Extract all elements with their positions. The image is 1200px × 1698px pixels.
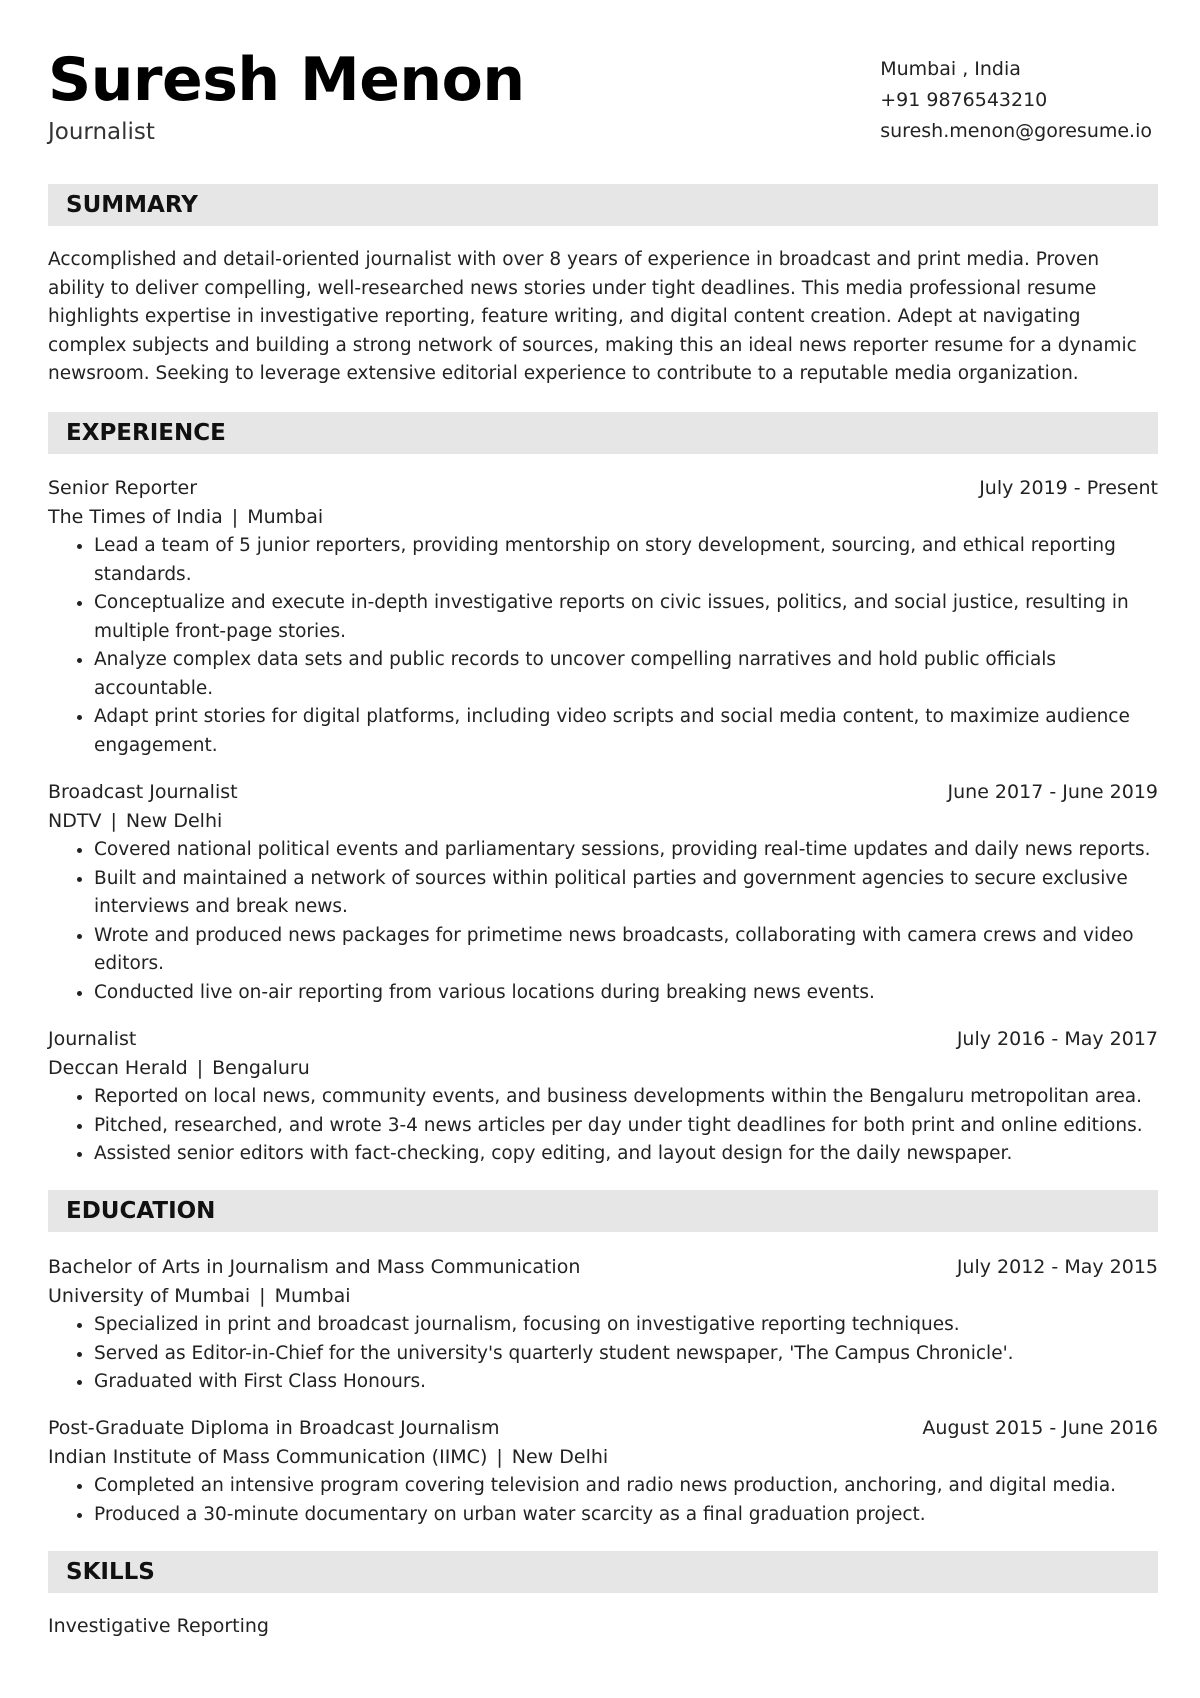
- job-org-line: [48, 503, 323, 532]
- bullet-item: • Specialized in print and broadcast journalism, focusing on investigative reporting techniques.: [94, 1311, 1158, 1340]
- summary-section-title: SUMMARY: [66, 192, 198, 218]
- education-section-title: EDUCATION: [66, 1198, 216, 1224]
- degree-title: Post-Graduate Diploma in Broadcast Journalism: [48, 1417, 500, 1439]
- job-location: Mumbai: [247, 506, 324, 528]
- org-separator: |: [110, 810, 117, 832]
- school-name: Indian Institute of Mass Communication (IIMC): [48, 1446, 488, 1468]
- experience-entry: [48, 1025, 1158, 1169]
- skill-item: Investigative Reporting: [48, 1615, 269, 1637]
- bullet-item: • Served as Editor-in-Chief for the university's quarterly student newspaper, 'The Campus Chronicle'.: [94, 1340, 1158, 1369]
- school-location: Mumbai: [274, 1285, 351, 1307]
- bullet-item: • Graduated with First Class Honours.: [94, 1368, 1158, 1397]
- resume-header: [48, 40, 1152, 150]
- contact-block: [880, 54, 1152, 147]
- job-location: Bengaluru: [212, 1057, 310, 1079]
- job-bullets: [48, 1083, 1158, 1169]
- education-entry: [48, 1414, 1158, 1529]
- contact-phone: +91 9876543210: [880, 89, 1048, 111]
- bullet-item: • Assisted senior editors with fact-checking, copy editing, and layout design for the daily newspaper.: [94, 1140, 1158, 1169]
- job-dates: July 2016 - May 2017: [956, 1028, 1158, 1050]
- job-bullets: [48, 836, 1158, 1007]
- bullet-item: • Conceptualize and execute in-depth investigative reports on civic issues, politics, and social justice, resulting in multiple front-page stories.: [94, 589, 1158, 646]
- school-location: New Delhi: [511, 1446, 609, 1468]
- org-separator: |: [196, 1057, 204, 1079]
- job-org-line: [48, 1054, 310, 1083]
- school-separator: |: [496, 1446, 503, 1468]
- bullet-item: • Adapt print stories for digital platforms, including video scripts and social media content, to maximize audience engagement.: [94, 703, 1158, 760]
- job-location: New Delhi: [125, 810, 223, 832]
- job-title: Broadcast Journalist: [48, 781, 238, 803]
- job-title: Journalist: [48, 1028, 137, 1050]
- job-dates: July 2019 - Present: [979, 477, 1158, 499]
- bullet-item: • Analyze complex data sets and public records to uncover compelling narratives and hold public officials accountable.: [94, 646, 1158, 703]
- degree-title: Bachelor of Arts in Journalism and Mass Communication: [48, 1256, 581, 1278]
- bullet-item: • Covered national political events and parliamentary sessions, providing real-time updates and daily news reports.: [94, 836, 1158, 865]
- bullet-item: • Conducted live on-air reporting from various locations during breaking news events.: [94, 979, 1158, 1008]
- skills-section-title: SKILLS: [66, 1559, 155, 1585]
- candidate-name: Suresh Menon: [48, 45, 525, 115]
- summary-section-header: [48, 184, 1158, 226]
- school-line: [48, 1443, 608, 1472]
- bullet-item: • Wrote and produced news packages for primetime news broadcasts, collaborating with camera crews and video editors.: [94, 922, 1158, 979]
- bullet-item: • Built and maintained a network of sources within political parties and government agencies to secure exclusive interviews and break news.: [94, 865, 1158, 922]
- education-entry: [48, 1253, 1158, 1397]
- education-dates: July 2012 - May 2015: [956, 1256, 1158, 1278]
- bullet-item: • Reported on local news, community events, and business developments within the Bengaluru metropolitan area.: [94, 1083, 1158, 1112]
- contact-location: Mumbai , India: [880, 58, 1021, 80]
- education-bullets: [48, 1311, 1158, 1397]
- education-section-header: [48, 1190, 1158, 1232]
- experience-section-title: EXPERIENCE: [66, 420, 226, 446]
- bullet-item: • Pitched, researched, and wrote 3-4 news articles per day under tight deadlines for both print and online editions.: [94, 1112, 1158, 1141]
- candidate-role: Journalist: [48, 119, 155, 145]
- job-org: NDTV: [48, 810, 102, 832]
- school-name: University of Mumbai: [48, 1285, 251, 1307]
- school-separator: |: [259, 1285, 266, 1307]
- job-org: The Times of India: [48, 506, 223, 528]
- experience-entry: [48, 778, 1158, 1007]
- bullet-item: • Produced a 30-minute documentary on urban water scarcity as a final graduation project.: [94, 1501, 1158, 1530]
- experience-section-header: [48, 412, 1158, 454]
- job-org-line: [48, 807, 222, 836]
- org-separator: |: [231, 506, 239, 528]
- job-org: Deccan Herald: [48, 1057, 188, 1079]
- education-bullets: [48, 1472, 1158, 1529]
- job-bullets: [48, 532, 1158, 760]
- summary-text: Accomplished and detail-oriented journalist with over 8 years of experience in broadcast and print media. Proven ability to deliver compelling, well-researched news stories under tight deadlines. This media professional resume highlights expertise in investigative reporting, feature writing, and digital content creation. Adept at navigating complex subjects and building a strong network of sources, making this an ideal news reporter resume for a dynamic newsroom. Seeking to leverage extensive editorial experience to contribute to a reputable media organization.: [48, 249, 1137, 384]
- bullet-item: • Lead a team of 5 junior reporters, providing mentorship on story development, sourcing, and ethical reporting standards.: [94, 532, 1158, 589]
- experience-entry: [48, 474, 1158, 760]
- job-dates: June 2017 - June 2019: [947, 781, 1158, 803]
- bullet-item: • Completed an intensive program covering television and radio news production, anchoring, and digital media.: [94, 1472, 1158, 1501]
- skills-section-header: [48, 1551, 1158, 1593]
- job-title: Senior Reporter: [48, 477, 198, 499]
- education-dates: August 2015 - June 2016: [922, 1417, 1158, 1439]
- contact-email: suresh.menon@goresume.io: [880, 120, 1152, 142]
- school-line: [48, 1282, 351, 1311]
